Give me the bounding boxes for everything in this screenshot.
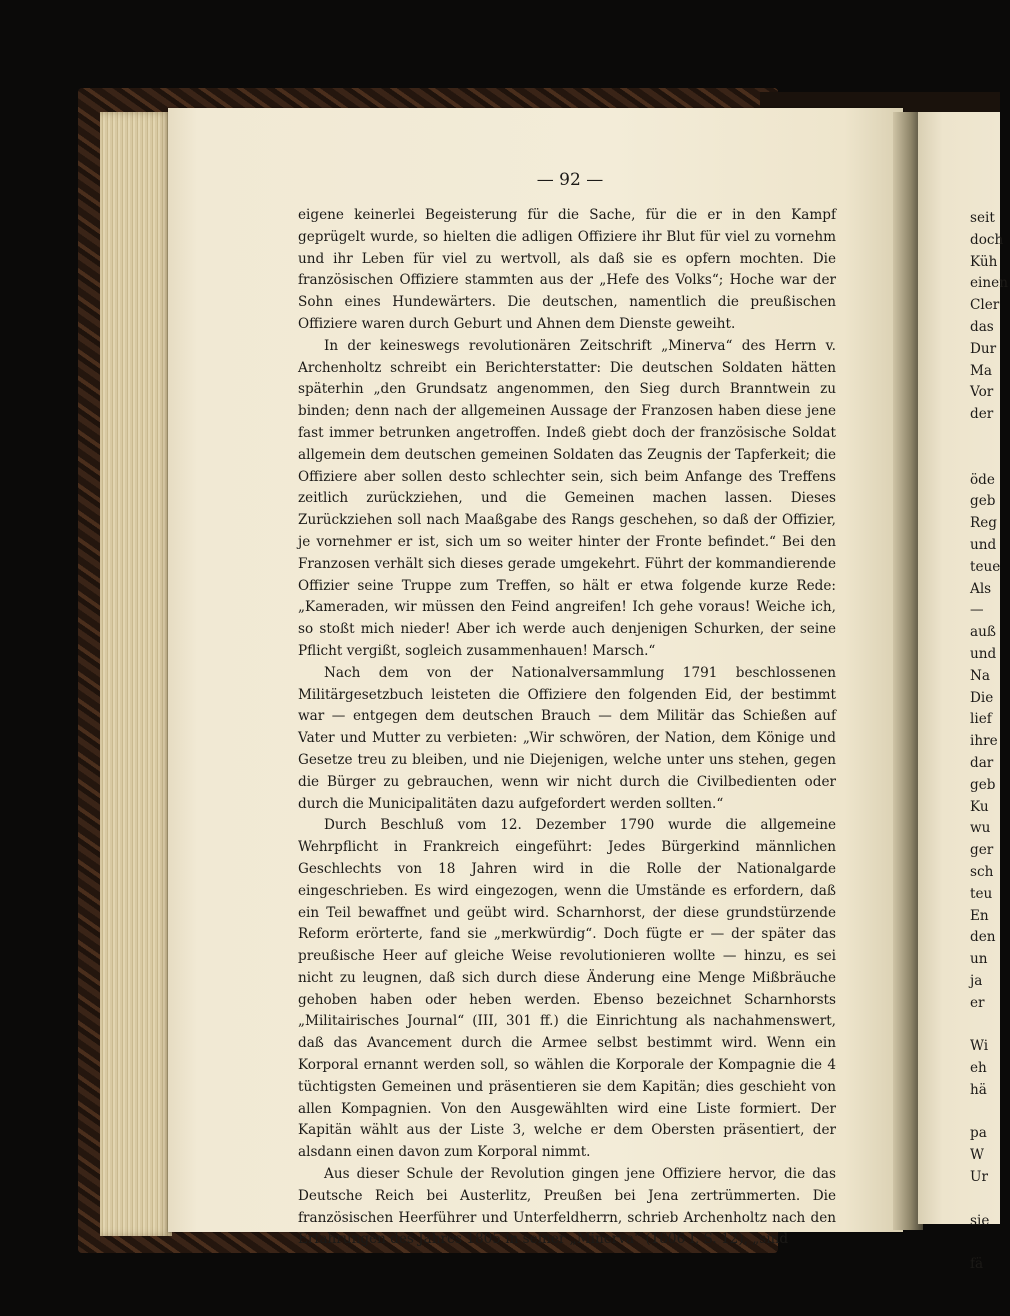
- facing-page-line: ger: [970, 842, 994, 859]
- facing-page-line: geb: [970, 776, 996, 793]
- facing-page-line: [970, 1232, 1010, 1254]
- paragraph: Aus dieser Schule der Revolution gingen jene Offiziere hervor, die das Deutsche Reich bei Austerlitz, Preußen bei Jena zertrümmerten. Die französischen Heerführer und Unterfeldherrn, schrieb Archenholtz nach den Erfahrungen des Jahres 1805 in seiner „Minerva“ (1806 I, S. 12), „sind: [298, 1166, 836, 1248]
- facing-page-line: Ku: [970, 798, 989, 815]
- facing-page-line: hä: [970, 1081, 987, 1098]
- facing-page-line: sie: [970, 1212, 990, 1229]
- facing-page-line: pa: [970, 1125, 987, 1142]
- facing-page-line: auß: [970, 624, 996, 641]
- facing-page-line: teu: [970, 885, 993, 902]
- facing-page-line: seit: [970, 210, 995, 226]
- facing-page-line: teue: [970, 558, 1001, 575]
- paragraph: eigene keinerlei Begeisterung für die Sache, für die er in den Kampf geprügelt wurde, so hielten die adligen Offiziere ihr Blut für viel zu vornehm und ihr Leben für viel zu wertvoll, als daß sie es opfern mochten. Die französischen Offiziere stammten aus der „Hefe des Volks“; Hoche war der Sohn eines Hundewärters. Die deutschen, namentlich die preußischen Offiziere waren durch Geburt und Ahnen dem Dienste geweiht.: [298, 207, 836, 332]
- facing-page-line: er: [970, 994, 985, 1011]
- facing-page-line: ja: [970, 972, 983, 989]
- facing-page-line: den: [970, 929, 996, 946]
- facing-page-line: Reg: [970, 515, 997, 532]
- facing-page-line: —: [970, 602, 984, 619]
- facing-page-line: W: [970, 1147, 984, 1164]
- facing-page-line: und: [970, 536, 997, 553]
- facing-page-line: doch: [970, 231, 1004, 248]
- facing-page-line: und: [970, 645, 997, 662]
- facing-page-line: Vor: [970, 384, 994, 401]
- page-edges: [100, 112, 172, 1236]
- body-text: [298, 205, 836, 1251]
- facing-page-line: [970, 1102, 1010, 1124]
- facing-page-line: En: [970, 907, 989, 924]
- facing-page-line: der: [970, 406, 994, 423]
- facing-page-line: Küh: [970, 253, 998, 270]
- facing-page-line: öde: [970, 471, 995, 488]
- facing-page-line: [970, 1189, 1010, 1211]
- facing-page-line: [970, 426, 1010, 448]
- facing-page-line: einen: [970, 275, 1008, 292]
- facing-page-line: geb: [970, 493, 996, 510]
- facing-page-line: [970, 1014, 1010, 1036]
- facing-page-line: un: [970, 951, 988, 968]
- paragraph: Nach dem von der Nationalversammlung 1791 beschlossenen Militärgesetzbuch leisteten die Offiziere den folgenden Eid, der bestimmt war — entgegen dem deutschen Brauch — dem Militär das Schießen auf Vater und Mutter zu verbieten: „Wir schwören, der Nation, dem Könige und Gesetze treu zu bleiben, und nie Diejenigen, welche unter uns stehen, gegen die Bürger zu gebrauchen, wenn wir nicht durch die Civilbedienten oder durch die Municipalitäten dazu aufgefordert werden sollten.“: [298, 664, 836, 812]
- facing-page-text: [970, 208, 1010, 1276]
- paragraph: In der keineswegs revolutionären Zeitschrift „Minerva“ des Herrn v. Archenholtz schreibt ein Berichterstatter: Die deutschen Soldaten hätten späterhin „den Grundsatz angenommen, den Sieg durch Branntwein zu binden; denn nach der allgemeinen Aussage der Franzosen haben diese jene fast immer betrunken angetroffen. Indeß giebt doch der französische Soldat allgemein dem deutschen gemeinen Soldaten das Zeugnis der Tapferkeit; die Offiziere aber sollen desto schlechter sein, sich beim Anfange des Treffens zeitlich zurückziehen, und die Gemeinen machen lassen. Dieses Zurückziehen soll nach Maaßgabe des Rangs geschehen, so daß der Offizier, je vornehmer er ist, sich um so weiter hinter der Fronte befindet.“ Bei den Franzosen verhält sich dieses gerade umgekehrt. Führt der kommandierende Offizier seine Truppe zum Treffen, so hält er etwa folgende kurze Rede: „Kameraden, wir müssen den Feind angreifen! Ich gehe voraus! Weiche ich, so stoßt mich nieder! Aber ich werde auch denjenigen Schurken, der seine Pflicht vergißt, sogleich zusammenhauen! Marsch.“: [298, 337, 836, 659]
- facing-page-line: Dur: [970, 340, 997, 357]
- facing-page-line: Die: [970, 689, 994, 706]
- facing-page-line: Wi: [970, 1038, 989, 1055]
- facing-page-line: wu: [970, 820, 991, 837]
- facing-page-line: sch: [970, 863, 994, 880]
- facing-page-line: das: [970, 318, 994, 335]
- facing-page-line: Als: [970, 580, 992, 597]
- page-number: — 92 —: [536, 170, 604, 190]
- facing-page-line: [970, 448, 1010, 470]
- facing-page-line: dar: [970, 754, 994, 771]
- facing-page-line: fä: [970, 1256, 984, 1273]
- facing-page-line: ihre: [970, 733, 998, 750]
- paragraph: Durch Beschluß vom 12. Dezember 1790 wurde die allgemeine Wehrpflicht in Frankreich eingeführt: Jedes Bürgerkind männlichen Geschlechts von 18 Jahren wird in die Rolle der Nationalgarde eingeschrieben. Es wird eingezogen, wenn die Umstände es erfordern, daß ein Teil bewaffnet und geübt wird. Scharnhorst, der diese grundstürzende Reform erörterte, fand sie „merkwürdig“. Doch fügte er — der später das preußische Heer auf gleiche Weise revolutionieren wollte — hinzu, es sei nicht zu leugnen, daß sich durch diese Änderung eine Menge Mißbräuche gehoben haben oder heben werden. Ebenso bezeichnet Scharnhorsts „Militairisches Journal“ (III, 301 ff.) die Einrichtung als nachahmenswert, daß das Avancement durch die Armee selbst bestimmt wird. Wenn ein Korporal ernannt werden soll, so wählen die Korporale der Kompagnie die 4 tüchtigsten Gemeinen und präsentieren sie dem Kapitän; dies geschieht von allen Kompagnien. Von den Ausgewählten wird eine Liste formiert. Der Kapitän wählt aus der Liste 3, welche er dem Obersten präsentiert, der alsdann einen davon zum Korporal nimmt.: [298, 817, 836, 1161]
- facing-page-line: Cler: [970, 297, 1000, 314]
- facing-page-line: Ma: [970, 362, 993, 379]
- facing-page-line: lief: [970, 711, 992, 728]
- facing-page-line: eh: [970, 1060, 987, 1077]
- facing-page-line: Ur: [970, 1169, 988, 1186]
- facing-page-line: Na: [970, 667, 990, 684]
